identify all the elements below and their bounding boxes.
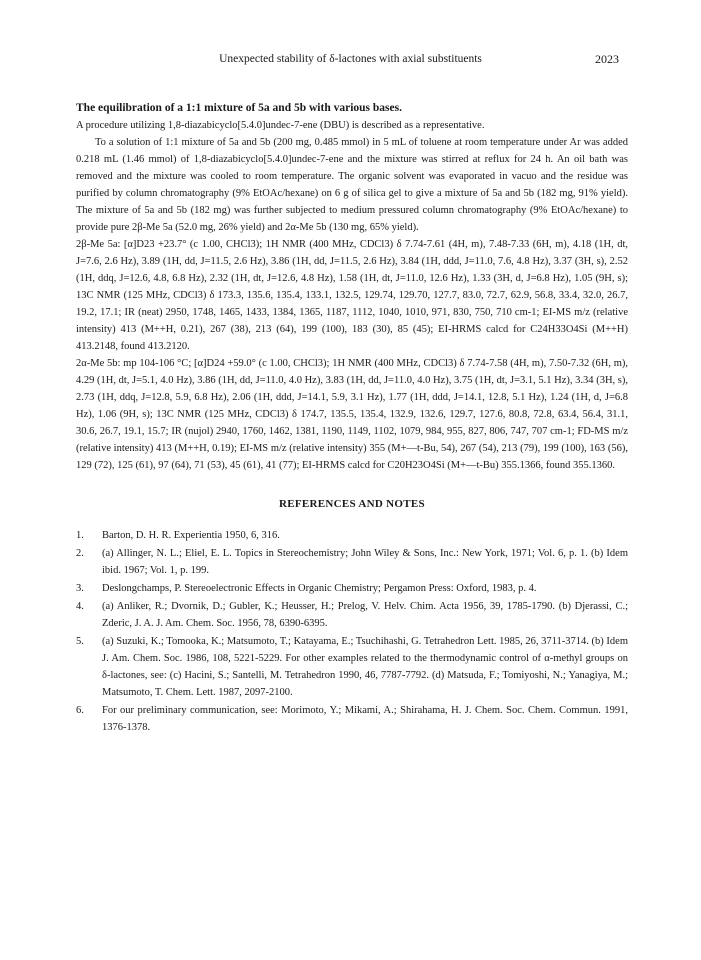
compound-5a-data: 2β-Me 5a: [α]D23 +23.7° (c 1.00, CHCl3); 1H NMR (400 MHz, CDCl3) δ 7.74-7.61 (4H, m), 7.48-7.33 (6H, m), 4.18 (1H, dt, J=7.6, 2.6 Hz), 3.89 (1H, dd, J=11.5, 2.6 Hz), 3.86 (1H, dd, J=11.5, 2.6 Hz), 3.84 (1H, ddd, J=11.0, 7.6, 4.8 Hz), 3.37 (3H, s), 2.52 (1H, ddq, J=12.6, 4.8, 6.8 Hz), 2.32 (1H, dt, J=12.6, 4.8 Hz), 1.58 (1H, dt, J=11.0, 12.6 Hz), 1.33 (3H, d, J=6.8 Hz), 1.05 (9H, s); 13C NMR (125 MHz, CDCl3) δ 173.3, 135.6, 135.4, 133.1, 132.5, 129.74, 129.70, 127.7, 83.0, 72.7, 62.9, 56.8, 33.4, 32.0, 26.7, 19.2, 17.1; IR (neat) 2950, 1748, 1465, 1433, 1384, 1365, 1187, 1112, 1040, 1010, 971, 830, 750, 710 cm-1; EI-MS m/z (relative intensity) 413 (M++H, 0.21), 267 (38), 213 (64), 199 (100), 183 (30), 85 (45); EI-HRMS calcd for C24H33O4Si (M++H) 413.2148, found 413.2120. — [76, 239, 628, 352]
reference-text: (a) Suzuki, K.; Tomooka, K.; Matsumoto, T.; Katayama, E.; Tsuchihashi, G. Tetrahedron Lett. 1985, 26, 3711-3714. (b) Idem J. Am. Chem. Soc. 1986, 108, 5221-5229. For other examples related to the thermodynamic control of α-methyl groups on δ-lactones, see: (c) Hacini, S.; Santelli, M. Tetrahedron 1990, 46, 7787-7792. (d) Matsuda, F.; Tomiyoshi, N.; Yanagiya, M.; Matsumoto, T. Chem. Lett. 1987, 2097-2100. — [102, 636, 628, 698]
running-title: Unexpected stability of δ-lactones with axial substituents — [219, 53, 482, 65]
reference-text: Barton, D. H. R. Experientia 1950, 6, 316. — [102, 530, 280, 541]
compound-5b-data: 2α-Me 5b: mp 104-106 °C; [α]D24 +59.0° (c 1.00, CHCl3); 1H NMR (400 MHz, CDCl3) δ 7.74-7.58 (4H, m), 7.50-7.32 (6H, m), 4.29 (1H, dt, J=5.1, 4.0 Hz), 3.86 (1H, dd, J=11.0, 4.0 Hz), 3.83 (1H, dd, J=11.0, 4.0 Hz), 3.75 (1H, dt, J=3.1, 5.1 Hz), 3.34 (3H, s), 2.73 (1H, ddq, J=12.8, 5.9, 6.8 Hz), 2.06 (1H, ddd, J=14.1, 5.9, 3.1 Hz), 1.77 (1H, ddd, J=14.1, 12.8, 5.1 Hz), 1.24 (1H, d, J=6.8 Hz), 1.06 (9H, s); 13C NMR (125 MHz, CDCl3) δ 174.7, 135.5, 135.4, 132.9, 132.6, 129.7, 127.6, 80.8, 72.8, 63.4, 56.4, 31.1, 30.6, 26.7, 19.1, 15.7; IR (nujol) 2940, 1760, 1462, 1381, 1190, 1149, 1102, 1079, 984, 955, 827, 806, 747, 707 cm-1; FD-MS m/z (relative intensity) 413 (M++H, 0.19); EI-MS m/z (relative intensity) 355 (M+—t-Bu, 54), 267 (54), 213 (79), 199 (100), 163 (56), 129 (72), 125 (61), 97 (64), 71 (53), 45 (61), 41 (77); EI-HRMS calcd for C20H23O4Si (M+—t-Bu) 355.1366, found 355.1360. — [76, 358, 628, 471]
section-title: The equilibration of a 1:1 mixture of 5a and 5b with various bases. — [76, 102, 402, 114]
references-title: REFERENCES AND NOTES — [279, 498, 425, 510]
reference-number: 1. — [76, 530, 84, 541]
procedure-paragraph: To a solution of 1:1 mixture of 5a and 5b (200 mg, 0.485 mmol) in 5 mL of toluene at room temperature under Ar was added 0.218 mL (1.46 mmol) of 1,8-diazabicyclo[5.4.0]undec-7-ene and the mixture was stirred at reflux for 24 h. An oil bath was removed and the mixture was cooled to room temperature. The organic solvent was evaporated in vacuo and the residue was purified by column chromatography (9% EtOAc/hexane) on 6 g of silica gel to give a mixture of 5a and 5b (182 mg, 91% yield). The mixture of 5a and 5b (182 mg) was further subjected to medium pressured column chromatography (9% EtOAc/hexane) to provide pure 2β-Me 5a (52.0 mg, 26% yield) and 2α-Me 5b (130 mg, 65% yield). — [76, 137, 628, 233]
reference-item — [76, 598, 628, 632]
procedure-lead: A procedure utilizing 1,8-diazabicyclo[5.4.0]undec-7-ene (DBU) is described as a representative. — [76, 120, 485, 131]
reference-text: (a) Anliker, R.; Dvornik, D.; Gubler, K.; Heusser, H.; Prelog, V. Helv. Chim. Acta 1956, 39, 1785-1790. (b) Djerassi, C.; Zderic, J. A. J. Am. Chem. Soc. 1956, 78, 6390-6395. — [102, 601, 628, 629]
reference-number: 5. — [76, 636, 84, 647]
article-body — [76, 100, 628, 737]
reference-item — [76, 702, 628, 736]
reference-item — [76, 545, 628, 579]
reference-number: 4. — [76, 601, 84, 612]
reference-text: Deslongchamps, P. Stereoelectronic Effects in Organic Chemistry; Pergamon Press: Oxford, 1983, p. 4. — [102, 583, 537, 594]
reference-number: 2. — [76, 548, 84, 559]
reference-item — [76, 580, 628, 597]
reference-text: For our preliminary communication, see: Morimoto, Y.; Mikami, A.; Shirahama, H. J. Chem. Soc. Chem. Commun. 1991, 1376-1378. — [102, 705, 628, 733]
page-number: 2023 — [595, 52, 619, 66]
reference-item — [76, 527, 628, 544]
reference-text: (a) Allinger, N. L.; Eliel, E. L. Topics in Stereochemistry; John Wiley & Sons, Inc.: New York, 1971; Vol. 6, p. 1. (b) Idem ibid. 1967; Vol. 1, p. 199. — [102, 548, 628, 576]
references-list — [76, 527, 628, 736]
reference-number: 6. — [76, 705, 84, 716]
reference-number: 3. — [76, 583, 84, 594]
reference-item — [76, 633, 628, 701]
